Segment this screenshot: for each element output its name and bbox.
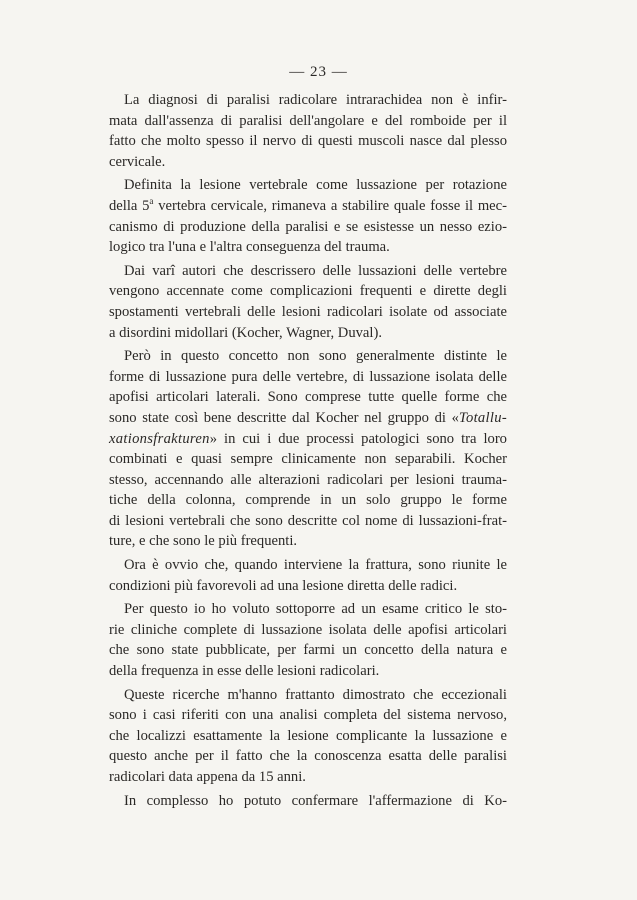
text-line: condizioni più favorevoli ad una lesione diretta delle radici.: [109, 577, 458, 594]
text-span: della 5: [109, 197, 150, 214]
italic-term: Totallu-: [458, 409, 507, 426]
text-span: in cui i due processi patologici sono tra loro: [224, 430, 507, 447]
text-line: Dai varî autori che descrissero delle lussazioni delle vertebre: [124, 262, 507, 279]
text-line: mata dall'assenza di paralisi dell'angolare e del romboide per il: [109, 112, 507, 129]
text-line: Definita la lesione vertebrale come lussazione per rotazione: [124, 177, 507, 194]
text-line: radicolari data appena da 15 anni.: [109, 769, 306, 785]
text-line: cervicale.: [109, 153, 166, 170]
text-line: apofisi articolari laterali. Sono comprese tutte quelle forme che: [109, 389, 507, 406]
text-line: rie cliniche complete di lussazione isolata delle apofisi articolari: [109, 621, 507, 638]
superscript: a: [149, 196, 154, 207]
text-line: fatto che molto spesso il nervo di questi muscoli nasce dal plesso: [109, 133, 507, 150]
text-line: vengono accennate come complicazioni frequenti e dirette degli: [109, 283, 507, 300]
text-line: questo anche per il fatto che la conoscenza esatta delle paralisi: [109, 748, 507, 765]
text-line: Ora è ovvio che, quando interviene la frattura, sono riunite le: [124, 557, 507, 574]
page-number: — 23 —: [289, 64, 348, 80]
text-line: Queste ricerche m'hanno frattanto dimostrato che eccezionali: [124, 686, 507, 703]
text-line: di lesioni vertebrali che sono descritte col nome di lussazioni-frat-: [109, 512, 507, 529]
text-line: che localizzi esattamente la lesione complicante la lussazione e: [109, 727, 507, 744]
text-line: forme di lussazione pura delle vertebre, di lussazione isolata delle: [109, 368, 507, 385]
text-line: della frequenza in esse delle lesioni radicolari.: [109, 663, 380, 680]
text-line: combinati e quasi sempre clinicamente non separabili. Kocher: [109, 451, 507, 468]
text-line: [109, 196, 507, 217]
text-line: a disordini midollari (Kocher, Wagner, Duval).: [109, 324, 382, 341]
text-span: sono state così bene descritte dal Kocher nel gruppo di «: [109, 409, 459, 426]
text-line: tiche della colonna, comprende in un solo gruppo le forme: [109, 492, 507, 509]
text-line: canismo di produzione della paralisi e se esistesse un nesso ezio-: [109, 218, 507, 235]
text-line: Per questo io ho voluto sottoporre ad un esame critico le sto-: [124, 601, 507, 618]
text-line: che sono state pubblicate, per farmi un concetto della natura e: [109, 642, 507, 659]
text-span: »: [209, 430, 218, 447]
text-line: Però in questo concetto non sono generalmente distinte le: [124, 348, 507, 365]
text-line: [109, 408, 507, 429]
italic-term: xationsfrakturen: [109, 430, 210, 447]
text-span: vertebra cervicale, rimaneva a stabilire quale fosse il mec-: [158, 197, 507, 214]
text-line: In complesso ho potuto confermare l'affermazione di Ko-: [124, 792, 507, 809]
text-line: stesso, accennando alle alterazioni radicolari per lesioni trauma-: [109, 471, 507, 488]
text-line: [109, 429, 507, 450]
text-line: logico tra l'una e l'altra conseguenza del trauma.: [109, 239, 390, 256]
text-line: ture, e che sono le più frequenti.: [109, 533, 298, 550]
body-text: [109, 90, 507, 811]
text-line: sono i casi riferiti con una analisi completa del sistema nervoso,: [109, 707, 507, 724]
text-line: spostamenti vertebrali delle lesioni radicolari isolate od associate: [109, 303, 507, 320]
text-line: La diagnosi di paralisi radicolare intrarachidea non è infir-: [124, 92, 507, 108]
